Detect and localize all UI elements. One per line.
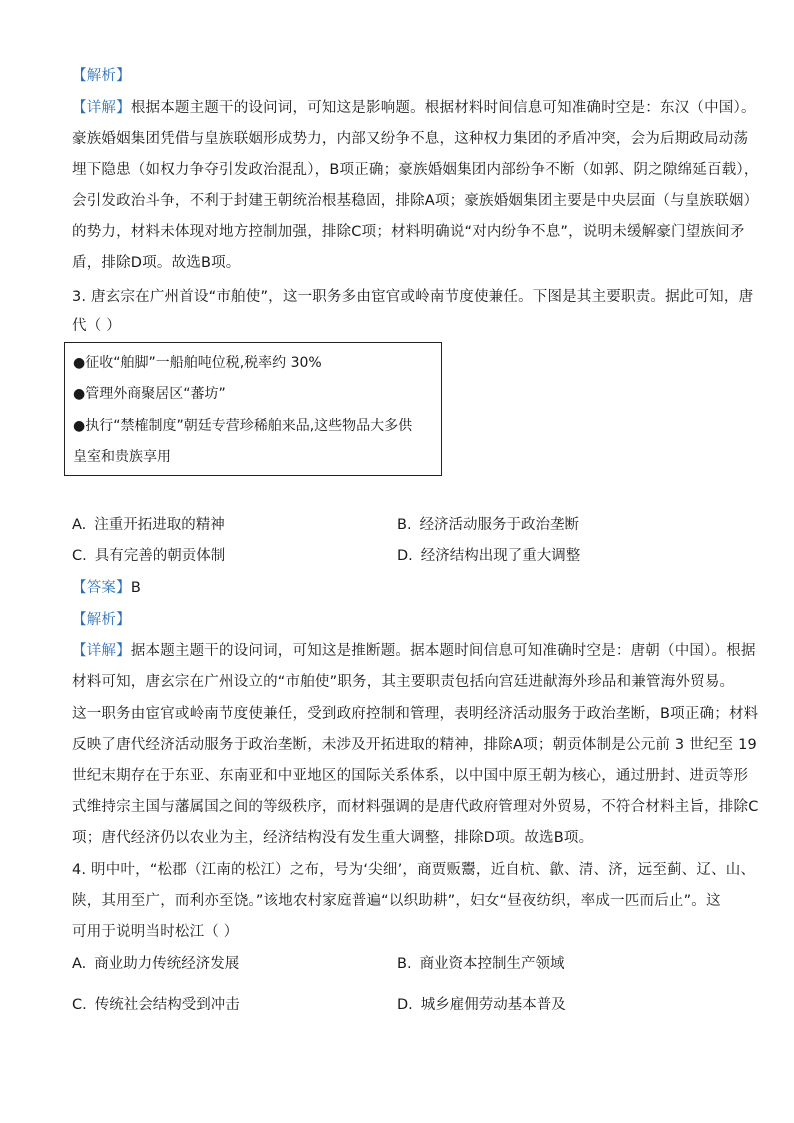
answer-heading: 【答案】 xyxy=(72,580,131,596)
analysis-detail-line: 【详解】根据本题主题干的设问词，可知这是影响题。根据材料时间信息可知准确时空是：东汉（中国）。 xyxy=(72,100,756,116)
option-b[interactable]: B. 商业资本控制生产领域 xyxy=(397,956,565,972)
option-b[interactable]: B. 经济活动服务于政治垄断 xyxy=(397,517,580,533)
material-line: ●执行“禁榷制度”朝廷专营珍稀舶来品,这些物品大多供 xyxy=(73,418,413,434)
analysis-line: 会引发政治斗争，不利于封建王朝统治根基稳固，排除A项；豪族婚姻集团主要是中央层面（与皇族联姻） xyxy=(72,193,759,209)
option-c[interactable]: C. 具有完善的朝贡体制 xyxy=(72,548,226,564)
analysis-line: 豪族婚姻集团凭借与皇族联姻形成势力，内部又纷争不息，这种权力集团的矛盾冲突，会为后期政局动荡 xyxy=(72,131,749,147)
question-4-stem: 陕，其用至广，而利亦至饶。”该地农村家庭普遍“以织助耕”，妇女“昼夜纺织，率成一匹而后止”。这 xyxy=(72,893,721,909)
question-4-stem: 可用于说明当时松江（ ） xyxy=(72,924,239,940)
option-a[interactable]: A. 商业助力传统经济发展 xyxy=(72,956,240,972)
analysis-line: 这一职务由宦官或岭南节度使兼任，受到政府控制和管理，表明经济活动服务于政治垄断，B项正确；材料 xyxy=(72,706,759,722)
analysis-detail-line: 【详解】据本题主题干的设问词，可知这是推断题。据本题时间信息可知准确时空是：唐朝（中国）。根据 xyxy=(72,643,756,659)
material-line: 皇室和贵族享用 xyxy=(73,449,171,465)
detail-heading: 【详解】 xyxy=(72,100,131,116)
question-3-stem: 代（ ） xyxy=(72,318,121,334)
analysis-line: 项；唐代经济仍以农业为主，经济结构没有发生重大调整，排除D项。故选B项。 xyxy=(72,830,594,846)
analysis-line: 反映了唐代经济活动服务于政治垄断，未涉及开拓进取的精神，排除A项；朝贡体制是公元前 3 世纪至 19 xyxy=(72,737,757,753)
analysis-line: 的势力，材料未体现对地方控制加强，排除C项；材料明确说“对内纷争不息”，说明未缓解豪门望族间矛 xyxy=(72,224,745,240)
analysis-heading: 【解析】 xyxy=(72,68,131,84)
option-d[interactable]: D. 城乡雇佣劳动基本普及 xyxy=(397,997,566,1013)
answer-value: B xyxy=(130,580,141,596)
option-c[interactable]: C. 传统社会结构受到冲击 xyxy=(72,997,240,1013)
material-line: ●征收“舶脚”一船舶吨位税,税率约 30% xyxy=(73,355,322,371)
analysis-line: 盾，排除D项。故选B项。 xyxy=(72,255,241,271)
answer-line xyxy=(72,578,141,598)
analysis-line: 埋下隐患（如权力争夺引发政治混乱），B项正确；豪族婚姻集团内部纷争不断（如郭、阴之隙绵延百载）， xyxy=(72,162,759,178)
analysis-line: 式维持宗主国与藩属国之间的等级秩序，而材料强调的是唐代政府管理对外贸易，不符合材料主旨，排除C xyxy=(72,799,759,815)
analysis-line: 材料可知，唐玄宗在广州设立的“市舶使”职务，其主要职责包括向宫廷进献海外珍品和兼管海外贸易。 xyxy=(72,674,735,690)
material-box xyxy=(64,342,442,476)
option-d[interactable]: D. 经济结构出现了重大调整 xyxy=(397,548,581,564)
option-a[interactable]: A. 注重开拓进取的精神 xyxy=(72,517,225,533)
material-line: ●管理外商聚居区“蕃坊” xyxy=(73,386,226,402)
question-3-stem: 3. 唐玄宗在广州首设“市舶使”，这一职务多由宦官或岭南节度使兼任。下图是其主要职责。据此可知，唐 xyxy=(72,289,754,305)
analysis-heading: 【解析】 xyxy=(72,612,131,628)
analysis-line: 世纪末期存在于东亚、东南亚和中亚地区的国际关系体系，以中国中原王朝为核心，通过册封、进贡等形 xyxy=(72,768,749,784)
detail-heading: 【详解】 xyxy=(72,643,131,659)
question-4-stem: 4. 明中叶，“松郡（江南的松江）之布，号为‘尖细’，商贾贩鬻，近自杭、歙、清、济，远至蓟、辽、山、 xyxy=(72,862,756,878)
